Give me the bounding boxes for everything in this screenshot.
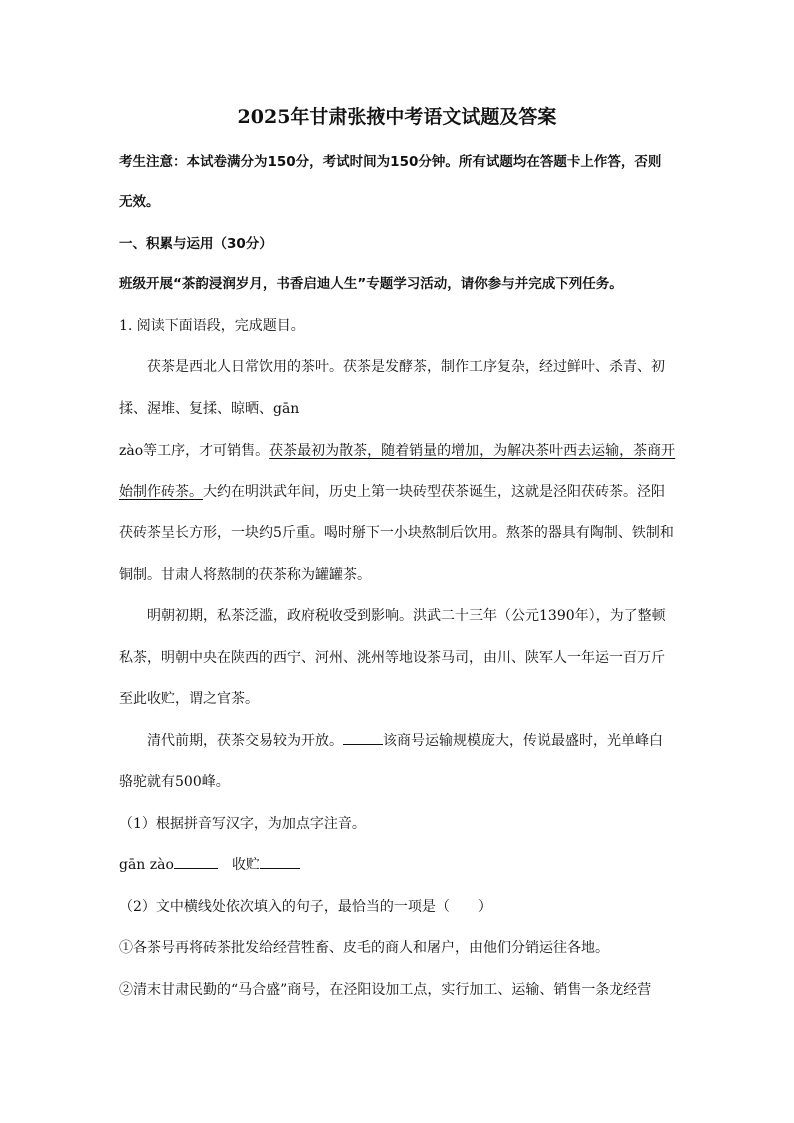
passage-p3-line-1-post: 该商号运输规模庞大，传说最盛时，光单峰白 — [383, 733, 663, 749]
page-title: 2025年甘肃张掖中考语文试题及答案 — [237, 106, 557, 128]
dotted-word: 收贮 — [231, 857, 260, 873]
passage-p1-line-4-text: 大约在明洪武年间，历史上第一块砖型茯茶诞生，这就是泾阳茯砖茶。泾阳 — [203, 484, 665, 500]
fill-in-blank — [343, 731, 383, 745]
passage-p1-line-3 — [119, 441, 675, 461]
passage-p1-line-5: 茯砖茶呈长方形，一块约5斤重。喝时掰下一小块熬制后饮用。熬茶的器具有陶制、铁制和 — [119, 525, 674, 541]
passage-p3-line-1-pre: 清代前期，茯茶交易较为开放。 — [147, 733, 343, 749]
passage-p3-line-1 — [147, 731, 663, 751]
subquestion-1-answers — [119, 855, 300, 875]
passage-p2-line-3: 至此收贮，谓之官茶。 — [119, 691, 259, 707]
passage-p1-line-3-text: zào等工序，才可销售。 — [119, 443, 270, 459]
pinyin-prompt: gān zào — [119, 857, 174, 873]
subquestion-2-stem: （2）文中横线处依次填入的句子，最恰当的一项是（ ） — [119, 899, 492, 915]
passage-p1-line-1: 茯茶是西北人日常饮用的茶叶。茯茶是发酵茶，制作工序复杂，经过鲜叶、杀青、初 — [147, 359, 665, 375]
passage-p3-line-2: 骆驼就有500峰。 — [119, 774, 230, 790]
passage-p2-line-2: 私茶，明朝中央在陕西的西宁、河州、洮州等地设茶马司，由川、陕军人一年运一百万斤 — [119, 650, 665, 666]
phonetic-answer-blank — [260, 855, 300, 869]
passage-p1-line-4 — [119, 482, 665, 502]
underlined-sentence-part-1: 茯茶最初为散茶，随着销量的增加，为解决茶叶西去运输，茶商开 — [269, 443, 676, 459]
passage-p2-line-1: 明朝初期，私茶泛滥，政府税收受到影响。洪武二十三年（公元1390年），为了整顿 — [147, 608, 666, 624]
question-1-stem: 1. 阅读下面语段，完成题目。 — [119, 318, 305, 334]
passage-p1-line-6: 铜制。甘肃人将熬制的茯茶称为罐罐茶。 — [119, 567, 371, 583]
subquestion-1-stem: （1）根据拼音写汉字，为加点字注音。 — [119, 816, 366, 832]
section-heading: 一、积累与运用（30分） — [119, 236, 273, 252]
pinyin-answer-blank — [174, 855, 218, 869]
notice-line-1: 考生注意：本试卷满分为150分，考试时间为150分钟。所有试题均在答题卡上作答，否则 — [119, 154, 662, 170]
passage-p1-line-2: 揉、渥堆、复揉、晾晒、gān — [119, 401, 300, 417]
option-1: ①各茶号再将砖茶批发给经营牲畜、皮毛的商人和屠户，由他们分销运往各地。 — [119, 940, 609, 956]
activity-intro: 班级开展“茶韵浸润岁月，书香启迪人生”专题学习活动，请你参与并完成下列任务。 — [119, 276, 623, 292]
option-2: ②清末甘肃民勤的“马合盛”商号，在泾阳设加工点，实行加工、运输、销售一条龙经营 — [119, 982, 652, 998]
underlined-sentence-part-2: 始制作砖茶。 — [119, 484, 203, 500]
notice-line-2: 无效。 — [119, 194, 160, 210]
